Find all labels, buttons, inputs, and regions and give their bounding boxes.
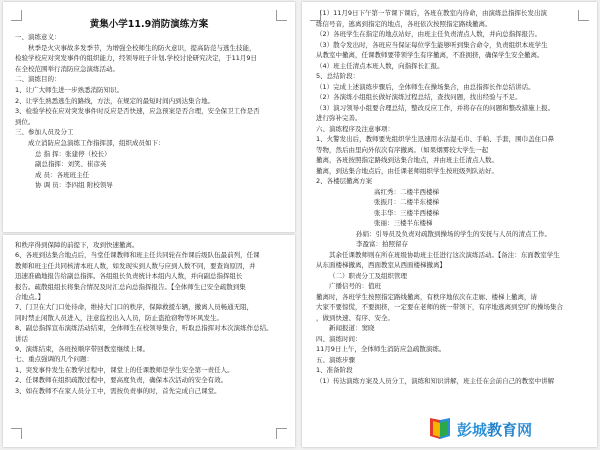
text-line: 到位。 <box>15 117 35 126</box>
text-line: 一、演练意义： <box>15 33 61 41</box>
text-line: 2、让学生熟悉逃生的路线，方法，在规定的最短时间内到达集合地。 <box>15 96 215 105</box>
text-line: 1、火警发出后，教师要先组织学生迅速用水沾湿毛巾、手帕、手套，围巾盖住口鼻 <box>316 135 555 143</box>
text-line: 讲话 <box>15 334 28 343</box>
text-line: （4）班主任清点本班人数，向指挥长汇报。 <box>316 61 444 70</box>
text-line: 2、任课教师在组织疏散过程中，要高度负责，确保本次活动的安全有效。 <box>15 376 228 385</box>
text-line: 张丽：三楼半东楼梯 <box>374 219 433 227</box>
crop-mark <box>11 428 22 439</box>
text-line: 和秩序得到保障的前提下，攻到快速撤离。 <box>15 241 139 249</box>
page-body <box>15 32 289 191</box>
text-line: 其余任课教师则在所在班级协助班主任进行这次演练活动。【备注：东面教室学生 <box>329 250 560 259</box>
text-line: 副总指挥：刘笑、崔彦英 <box>35 160 107 169</box>
text-line: 五、演练步骤 <box>316 355 355 364</box>
crop-mark <box>276 428 287 439</box>
text-line: ，做到快速、有序、安全。 <box>316 313 394 322</box>
text-line: 练信号音，逃离到指定的地点，各班依次按照指定路线撤离。 <box>316 19 492 28</box>
text-line: 进行弥补完善。 <box>316 114 362 122</box>
book-logo-icon <box>428 416 452 442</box>
text-line: 成 员：各班班主任 <box>35 170 90 179</box>
text-line: 秋季是火灾事故多发季节，为增强全校师生的防火意识，提高防范与逃生技能， <box>28 43 256 52</box>
text-line: 张振月：二楼半东楼梯 <box>374 198 439 206</box>
text-line: 1、突发事件发生在教学过程中，课堂上的任课教师是学生安全第一责任人。 <box>15 365 234 374</box>
text-line: 检验学校应对突发事件的组织能力，经领导班子计划,学校讨论研究决定，于11月9日 <box>15 54 257 63</box>
text-line: 二、演练目的： <box>15 75 61 84</box>
text-line: （2）各演练小组组长做好演练过程总结，查找问题，找出经验与不足。 <box>316 93 522 101</box>
text-line: 从东面楼梯撤离，西面教室从西面楼梯撤离】 <box>316 261 446 269</box>
document-page-right <box>302 2 597 447</box>
text-line: 张丰华：三楼半西楼梯 <box>374 208 439 217</box>
text-line: 新闻报道：窦晓 <box>329 324 375 332</box>
text-line: 等物，然后由里向外依次有序撤离。（如果烟雾较大学生一起 <box>316 145 489 154</box>
watermark <box>428 413 598 445</box>
text-line: 李盈富：拍照留存 <box>356 240 408 248</box>
text-line: （二）职责分工及组织管理 <box>329 271 407 280</box>
text-line: 七、重点强调的几个问题： <box>15 355 93 364</box>
text-line: 三、参加人员及分工 <box>15 128 74 137</box>
text-line: 1、让广大师生进一步熟悉消防知识。 <box>15 85 124 94</box>
text-line: （3）演习领导小组要合理总结，整改反应工作，并将存在的问题和整改措施上报。 <box>316 103 555 112</box>
text-line: 撤离，各班按照指定路线到达集合地点，并由班主任清点人数。 <box>316 156 498 164</box>
text-line: 同时禁止闲散人员进入，注意监控出入人员，防止盗抢窃物等坏风发生。 <box>15 313 223 322</box>
text-line: 撤离时，各班学生按照指定路线撤离，有秩序地依次在走廊、楼梯上撤离，请 <box>316 292 537 301</box>
page-body <box>316 8 589 386</box>
text-line: 3、如在教师不在家人员分工中，需按负责事的时，首先完成自己课堂。 <box>15 386 221 395</box>
text-line: 总 指 挥：张建停（校长） <box>35 149 111 158</box>
text-line: 在全校范围举行消防应急演练活动。 <box>15 64 119 73</box>
text-line: 六、演练程序及注意事项： <box>316 124 394 133</box>
text-line: （3）散令发出时，各班应当保证每位学生能够听到集合命令，负责组织本班学生 <box>316 40 548 49</box>
text-line: 协 调 员：李四组 附校领导 <box>35 181 113 190</box>
text-line: 大家不要惊慌，不要拥挤，一定要在老师的统一带领下，有序地逃离到空旷的操场集合 <box>316 303 563 311</box>
document-title: 黄集小学11.9消防演练方案 <box>89 19 209 30</box>
text-line: 高红秀：二楼半西楼梯 <box>374 187 439 196</box>
document-page-top-left <box>3 2 295 232</box>
text-line: （1）11月9日下午第一节课下课后，各班在教室内待命，由演练总指挥长发出演 <box>316 9 548 17</box>
document-page-bottom-left <box>3 235 295 447</box>
text-line: 1、准备阶段 <box>316 366 353 374</box>
text-line: 2、各楼层撤离方案 <box>316 177 373 185</box>
text-line: 5、总结阶段： <box>316 72 360 80</box>
text-line: 11月9日上午，全体师生消防应急疏散演练。 <box>316 345 446 353</box>
text-line: 从教室中撤离，任课教师要带领学生有序撤离，不准拥挤，确保学生安全撤离。 <box>316 51 544 59</box>
text-line: 6、各班到达集合地点后，当堂任课教师和班主任共同轮在作课后级队伍最前列，任课 <box>15 251 260 260</box>
text-line: 8、副总指挥宣布演练活动结束，全体师生在校领导集合，听取总指挥对本次演练作总结。 <box>15 324 273 333</box>
text-line: 9、演练结束，各班按顺序带回教室继续上课。 <box>15 345 150 354</box>
page-body <box>15 240 289 396</box>
text-line: 3、检验学校在应对突发事件时反应是否快速，应急预案是否合理，安全保卫工作是否 <box>15 107 260 116</box>
watermark-text: 彭城教育网 <box>457 420 533 439</box>
text-line: 迅速准确地报告给副总指挥。各组组长负责统计本组内人数，并向副总指挥组长 <box>15 272 243 281</box>
text-line: 四、演练时间： <box>316 334 362 343</box>
text-line: 撤离，到达集合地点后，由任课老师组织学生按班级列队站好。 <box>316 166 498 175</box>
text-line: （2）各班学生在指定的地点站好，由班主任负责清点人数，并向总指挥报告。 <box>316 30 542 38</box>
text-line: 合地点。】 <box>15 293 45 302</box>
text-line: 7、门卫在大门口处待命，维持大门口的秩序，保障救援车辆，撤离人员畅通无阻， <box>15 303 254 312</box>
text-line: （1）传达演练方案及人员分工，演练和知识讲解，班主任在会前自己的教室中讲解 <box>316 376 555 385</box>
text-line: 成立消防应急演练工作指挥部，组织成员如下： <box>28 138 165 147</box>
text-line: 广播信号的：值班 <box>329 282 381 290</box>
text-line: 报告。疏散组组长将集合情况及时汇总向总指挥报告。【全体师生已安全疏散到集 <box>15 282 246 291</box>
text-line: 孙娟：引导员及负责对疏散到操场的学生的安抚与人员的清点工作。 <box>356 229 551 238</box>
text-line: 教师和班主任共同核清本班人数，如发现实到人数与应到人数不同，要查询原因，并 <box>15 261 256 270</box>
text-line: （1）完成上述演练步骤后，全体师生在操场集合，由总指挥长作总结讲话。 <box>316 82 535 91</box>
